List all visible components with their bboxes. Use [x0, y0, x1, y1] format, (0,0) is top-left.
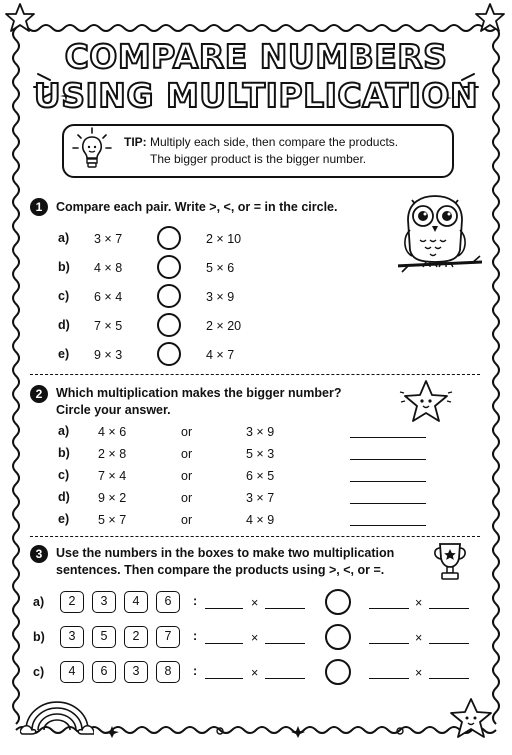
blank-line[interactable]	[205, 643, 243, 644]
rainbow-icon	[20, 698, 94, 736]
section-number-badge: 1	[30, 198, 48, 216]
number-box: 4	[60, 661, 84, 683]
times-sign: ×	[415, 596, 423, 610]
number-box: 4	[124, 591, 148, 613]
section1-instruction: Compare each pair. Write >, <, or = in the circle.	[56, 200, 338, 214]
left-expression: 3 × 7	[94, 232, 123, 246]
or-text: or	[181, 447, 193, 461]
section2-instruction-line1: Which multiplication makes the bigger number?	[56, 386, 342, 400]
left-expression[interactable]: 2 × 8	[98, 447, 127, 461]
number-box: 2	[124, 626, 148, 648]
number-box: 3	[60, 626, 84, 648]
times-sign: ×	[415, 631, 423, 645]
right-expression: 2 × 20	[206, 319, 242, 333]
section3-instruction-line1: Use the numbers in the boxes to make two multiplication	[56, 546, 395, 560]
blank-line[interactable]	[205, 608, 243, 609]
blank-line[interactable]	[265, 608, 305, 609]
section-number-badge: 2	[30, 385, 48, 403]
right-expression: 3 × 9	[206, 290, 235, 304]
times-sign: ×	[415, 666, 423, 680]
left-expression[interactable]: 5 × 7	[98, 513, 127, 527]
tip-line1: Multiply each side, then compare the products.	[150, 135, 399, 149]
answer-circle[interactable]	[325, 659, 351, 685]
blank-line[interactable]	[205, 678, 243, 679]
left-expression[interactable]: 7 × 4	[98, 469, 127, 483]
left-expression: 9 × 3	[94, 348, 123, 362]
right-expression: 2 × 10	[206, 232, 242, 246]
row-label: d)	[58, 318, 70, 332]
blank-line[interactable]	[369, 643, 409, 644]
row-label: a)	[58, 231, 70, 245]
answer-circle[interactable]	[157, 342, 181, 366]
answer-line[interactable]	[350, 503, 426, 504]
section2-instruction-line2: Circle your answer.	[56, 403, 171, 417]
row-label: b)	[58, 260, 70, 274]
page-title-line2: USING MULTIPLICATION	[33, 76, 479, 115]
answer-circle[interactable]	[157, 284, 181, 308]
smiling-star-icon	[398, 378, 454, 426]
row-label: e)	[58, 347, 70, 361]
blank-line[interactable]	[429, 643, 469, 644]
blank-line[interactable]	[369, 608, 409, 609]
section-divider	[30, 536, 480, 537]
row-label: a)	[58, 424, 70, 438]
answer-circle[interactable]	[157, 255, 181, 279]
answer-circle[interactable]	[157, 226, 181, 250]
number-box: 6	[156, 591, 180, 613]
right-expression[interactable]: 4 × 9	[246, 513, 275, 527]
left-expression[interactable]: 9 × 2	[98, 491, 127, 505]
smiling-star-icon	[446, 696, 496, 744]
row-label: c)	[58, 468, 70, 482]
page-title-line1: COMPARE NUMBERS	[64, 37, 448, 76]
number-box: 2	[60, 591, 84, 613]
left-expression: 6 × 4	[94, 290, 123, 304]
blank-line[interactable]	[429, 678, 469, 679]
left-expression[interactable]: 4 × 6	[98, 425, 127, 439]
section-divider	[30, 374, 480, 375]
answer-line[interactable]	[350, 481, 426, 482]
right-expression: 4 × 7	[206, 348, 235, 362]
colon: :	[193, 594, 198, 608]
right-expression: 5 × 6	[206, 261, 235, 275]
blank-line[interactable]	[429, 608, 469, 609]
or-text: or	[181, 425, 193, 439]
number-box: 8	[156, 661, 180, 683]
row-label: b)	[58, 446, 70, 460]
answer-circle[interactable]	[157, 313, 181, 337]
section-number-badge: 3	[30, 545, 48, 563]
right-expression[interactable]: 3 × 7	[246, 491, 275, 505]
section3-instruction-line2: sentences. Then compare the products using >, <, or =.	[56, 563, 385, 577]
colon: :	[193, 664, 198, 678]
row-label: a)	[33, 595, 45, 609]
or-text: or	[181, 469, 193, 483]
row-label: c)	[33, 665, 45, 679]
left-expression: 7 × 5	[94, 319, 123, 333]
row-label: c)	[58, 289, 70, 303]
right-expression[interactable]: 3 × 9	[246, 425, 275, 439]
number-box: 6	[92, 661, 116, 683]
tip-label: TIP:	[124, 135, 147, 149]
blank-line[interactable]	[265, 678, 305, 679]
times-sign: ×	[251, 666, 259, 680]
footer-doodles	[100, 722, 420, 740]
number-box: 3	[92, 591, 116, 613]
lightbulb-icon	[70, 126, 114, 174]
answer-line[interactable]	[350, 525, 426, 526]
tip-line2: The bigger product is the bigger number.	[150, 152, 367, 166]
star-icon	[4, 2, 36, 34]
or-text: or	[181, 491, 193, 505]
colon: :	[193, 629, 198, 643]
answer-line[interactable]	[350, 459, 426, 460]
star-icon	[474, 2, 506, 34]
number-box: 7	[156, 626, 180, 648]
blank-line[interactable]	[369, 678, 409, 679]
row-label: d)	[58, 490, 70, 504]
answer-circle[interactable]	[325, 624, 351, 650]
right-expression[interactable]: 5 × 3	[246, 447, 275, 461]
owl-icon	[398, 190, 482, 276]
times-sign: ×	[251, 596, 259, 610]
trophy-icon	[430, 540, 470, 584]
left-expression: 4 × 8	[94, 261, 123, 275]
times-sign: ×	[251, 631, 259, 645]
row-label: e)	[58, 512, 70, 526]
or-text: or	[181, 513, 193, 527]
blank-line[interactable]	[265, 643, 305, 644]
answer-line[interactable]	[350, 437, 426, 438]
number-box: 5	[92, 626, 116, 648]
right-expression[interactable]: 6 × 5	[246, 469, 275, 483]
row-label: b)	[33, 630, 45, 644]
answer-circle[interactable]	[325, 589, 351, 615]
number-box: 3	[124, 661, 148, 683]
